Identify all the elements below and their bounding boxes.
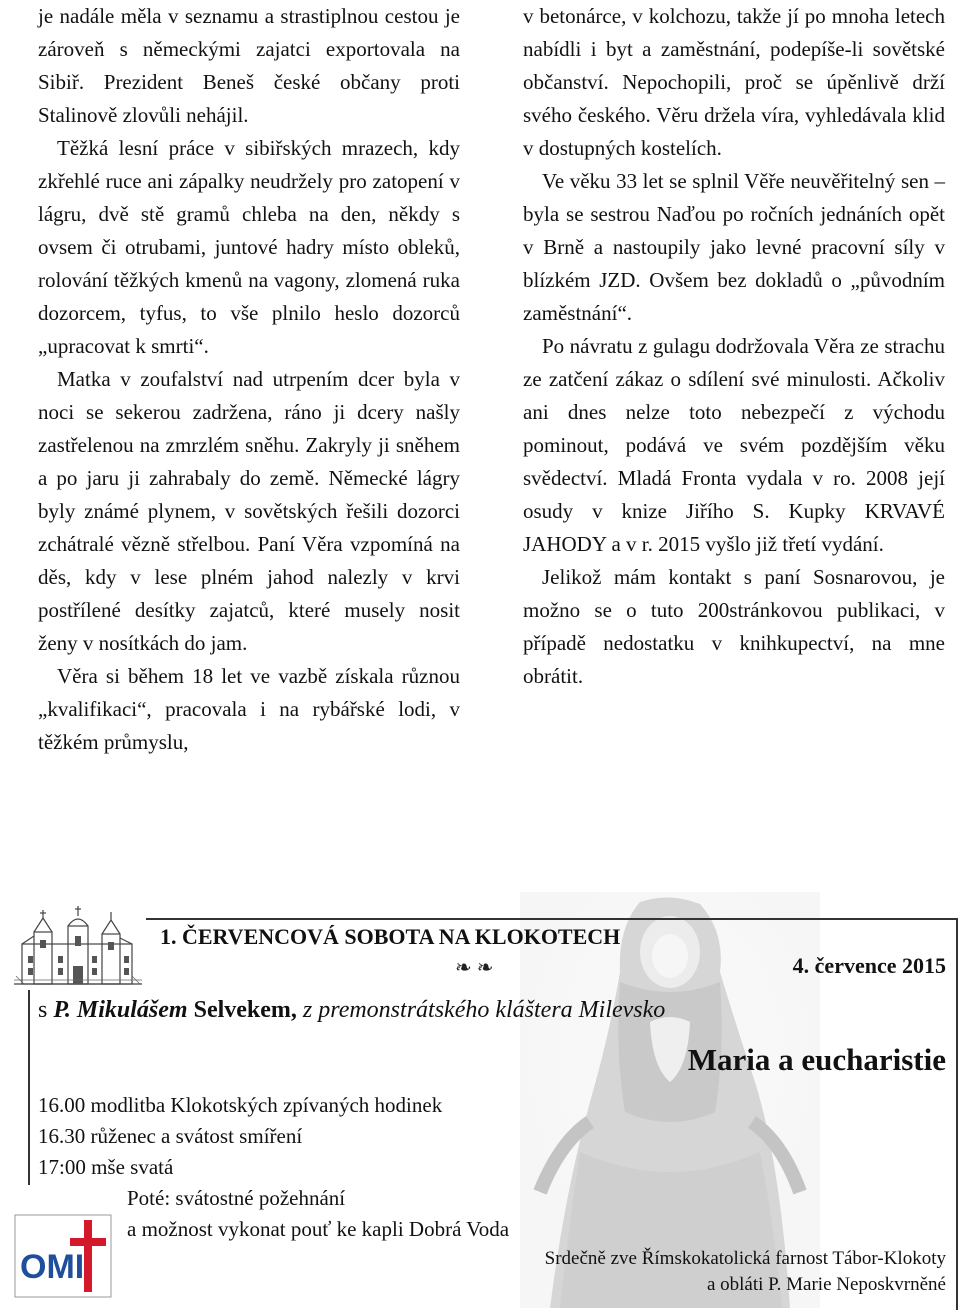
guest-name: P. Mikulášem: [53, 997, 188, 1023]
guest-prefix: s: [38, 997, 54, 1023]
article-paragraph: Ve věku 33 let se splnil Věře neuvěřitelný sen – byla se sestrou Naďou po ročních jednáních opět v Brně a nastoupily jako levné pracovní síly v blízkém JZD. Ovšem bez dokladů o „původním zaměstnání“.: [523, 169, 945, 325]
article-paragraph: Po návratu z gulagu dodržovala Věra ze strachu ze zatčení zákaz o sdílení své minulosti. Ačkoliv ani dnes nelze toto nebezpečí z východu pominout, podává ve svém pozdějším věku svědectví. Mladá Fronta vydala v ro. 2008 její osudy v knize Jiřího S. Kupky KRVAVÉ JAHODY a v r. 2015 vyšlo již třetí vydání.: [523, 334, 945, 556]
article-paragraph: Matka v zoufalství nad utrpením dcer byla v noci se sekerou zadržena, ráno ji dcery našly zastřelenou na zmrzlém sněhu. Zakryly ji sněhem a po jaru ji zahrabaly do země. Německé lágry byly známé plynem, v sovětských řešili dozorci zchátralé vězně střelbou. Paní Věra vzpomíná na děs, kdy v lese plném jahod nalezly v krvi postřílené desítky zajatců, které musely nosit ženy v nosítkách do jam.: [38, 367, 460, 655]
article-paragraph: v betonárce, v kolchozu, takže jí po mnoha letech nabídli i byt a zaměstnání, podepíše-li sovětské občanství. Nepochopili, proč se úpěnlivě drží svého českého. Věru držela víra, vyhledávala klid v dostupných kostelích.: [523, 4, 945, 160]
event-date: 4. července 2015: [792, 953, 946, 978]
program-item: 16.00 modlitba Klokotských zpívaných hodinek: [38, 1093, 443, 1117]
event-theme: Maria a eucharistie: [687, 1042, 946, 1077]
program-item: 16.30 růženec a svátost smíření: [38, 1124, 303, 1148]
article-column-right: [523, 0, 945, 693]
divider: [28, 990, 30, 1185]
program-item: 17:00 mše svatá: [38, 1155, 174, 1179]
article-paragraph: Jelikož mám kontakt s paní Sosnarovou, je možno se o tuto 200stránkovou publikaci, v případě nedostatku v knihkupectví, na mne obrátit.: [523, 565, 945, 688]
article-paragraph: Věra si během 18 let ve vazbě získala různou „kvalifikaci“, pracovala i na rybářské lodi, v těžkém průmyslu,: [38, 664, 460, 754]
program-followup: Poté: svátostné požehnání: [127, 1186, 346, 1210]
omi-logo-icon: [14, 1214, 112, 1298]
svg-text:OMI: OMI: [20, 1248, 85, 1286]
church-illustration-icon: [14, 904, 142, 988]
guest-surname: Selvekem,: [187, 997, 297, 1023]
article-paragraph: Těžká lesní práce v sibiřských mrazech, kdy zkřehlé ruce ani zápalky neudržely pro zatopení v lágru, dvě stě gramů chleba na den, někdy s ovsem či otrubami, juntové hadry místo obleků, rolování těžkých kmenů na vagony, zlomená ruka dozorcem, tyfus, to vše plnilo heslo dozorců „upracovat k smrti“.: [38, 136, 460, 358]
program-followup: a možnost vykonat pouť ke kapli Dobrá Voda: [127, 1217, 510, 1241]
invitation-line: Srdečně zve Římskokatolická farnost Tábor-Klokoty: [544, 1248, 946, 1269]
guest-origin: z premonstrátského kláštera Milevsko: [296, 997, 666, 1023]
event-guest: [38, 997, 665, 1024]
article-paragraph: je nadále měla v seznamu a strastiplnou cestou je zároveň s německými zajatci exportovala na Sibiř. Prezident Beneš české občany proti Stalinově zlovůli nehájil.: [38, 4, 460, 127]
invitation-line: a obláti P. Marie Neposkvrněné: [706, 1274, 946, 1295]
event-title: 1. ČERVENCOVÁ SOBOTA NA KLOKOTECH: [160, 924, 621, 949]
article-column-left: [38, 0, 460, 759]
ornament-icon: ❧ ❧: [455, 957, 494, 979]
